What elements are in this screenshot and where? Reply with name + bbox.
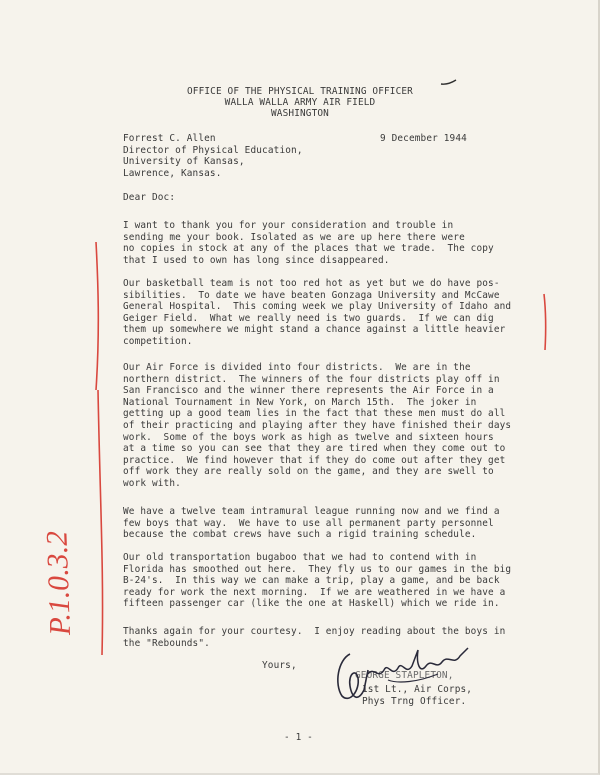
body-line: Thanks again for your courtesy. I enjoy reading about the boys in — [123, 626, 506, 637]
body-line: sending me your book. Isolated as we are up here there were — [123, 231, 465, 243]
body-line: practice. We find however that if they do come out after they get — [123, 454, 506, 466]
body-line: sibilities. To date we have beaten Gonzaga University and McCawe — [123, 289, 500, 301]
red-pencil-annotation — [40, 240, 110, 660]
recipient-title: Director of Physical Education, — [123, 145, 303, 156]
recipient-org: University of Kansas, — [123, 156, 245, 167]
body-line: at a time so you can see that they are tired when they come out to — [123, 443, 506, 455]
body-line: them up somewhere we might stand a chance against a little heavier — [123, 324, 506, 336]
body-line: no copies in stock at any of the places that we trade. The copy — [123, 243, 494, 255]
body-line: Our old transportation bugaboo that we had to contend with in — [123, 552, 477, 563]
recipient-name: Forrest C. Allen — [123, 133, 216, 144]
body-line: We have a twelve team intramural league running now and we find a — [123, 506, 500, 517]
body-line: National Tournament in New York, on March 15th. The joker in — [123, 396, 477, 408]
body-line: fifteen passenger car (like the one at Haskell) which we ride in. — [123, 598, 500, 610]
recipient-city: Lawrence, Kansas. — [123, 168, 222, 179]
letter-date: 9 December 1944 — [380, 133, 467, 144]
body-line: of their practicing and playing after they have finished their days — [123, 420, 512, 431]
body-line: San Francisco and the winner there represents the Air Force in a — [123, 385, 494, 397]
body-line: because the combat crews have such a rigid training schedule. — [123, 529, 477, 541]
page-number: - 1 - — [284, 732, 313, 743]
letterhead-office: OFFICE OF THE PHYSICAL TRAINING OFFICER — [187, 86, 413, 97]
body-line: work with. — [123, 478, 181, 489]
body-line: B-24's. In this way we can make a trip, play a game, and be back — [123, 575, 500, 587]
margin-annotation-text: P.1.0.3.2 — [40, 530, 77, 636]
body-line: getting up a good team lies in the fact that these men must do all — [123, 408, 506, 420]
letterhead-state: WASHINGTON — [271, 108, 329, 119]
signer-rank: 1st Lt., Air Corps, — [362, 684, 473, 695]
body-line: Our basketball team is not too red hot as yet but we do have pos- — [123, 278, 500, 289]
body-line: off work they are really sold on the game, and they are swell to — [123, 466, 494, 478]
body-line: I want to thank you for your consideration and trouble in — [123, 220, 454, 231]
check-tick-mark — [440, 78, 458, 86]
signer-role: Phys Trng Officer. — [362, 696, 467, 707]
closing: Yours, — [262, 660, 297, 671]
body-line: competition. — [123, 336, 193, 347]
salutation: Dear Doc: — [123, 192, 176, 203]
body-line: Geiger Field. What we really need is two guards. If we can dig — [123, 312, 494, 324]
body-line: few boys that way. We have to use all permanent party personnel — [123, 517, 494, 529]
letterhead-field: WALLA WALLA ARMY AIR FIELD — [224, 97, 376, 108]
body-line: General Hospital. This coming week we play University of Idaho and — [123, 301, 512, 313]
body-line: ready for work the next morning. If we are weathered in we have a — [123, 586, 506, 598]
body-line: that I used to own has long since disappeared. — [123, 254, 390, 266]
body-line: northern district. The winners of the four districts play off in — [123, 373, 500, 385]
handwritten-signature — [328, 640, 488, 710]
body-line: Florida has smoothed out here. They fly us to our games in the big — [123, 563, 512, 575]
body-line: the "Rebounds". — [123, 637, 210, 649]
body-line: work. Some of the boys work as high as twelve and sixteen hours — [123, 431, 494, 443]
red-margin-mark — [538, 292, 552, 352]
signer-name: GEORGE STAPLETON, — [355, 670, 454, 681]
body-line: Our Air Force is divided into four districts. We are in the — [123, 362, 471, 373]
